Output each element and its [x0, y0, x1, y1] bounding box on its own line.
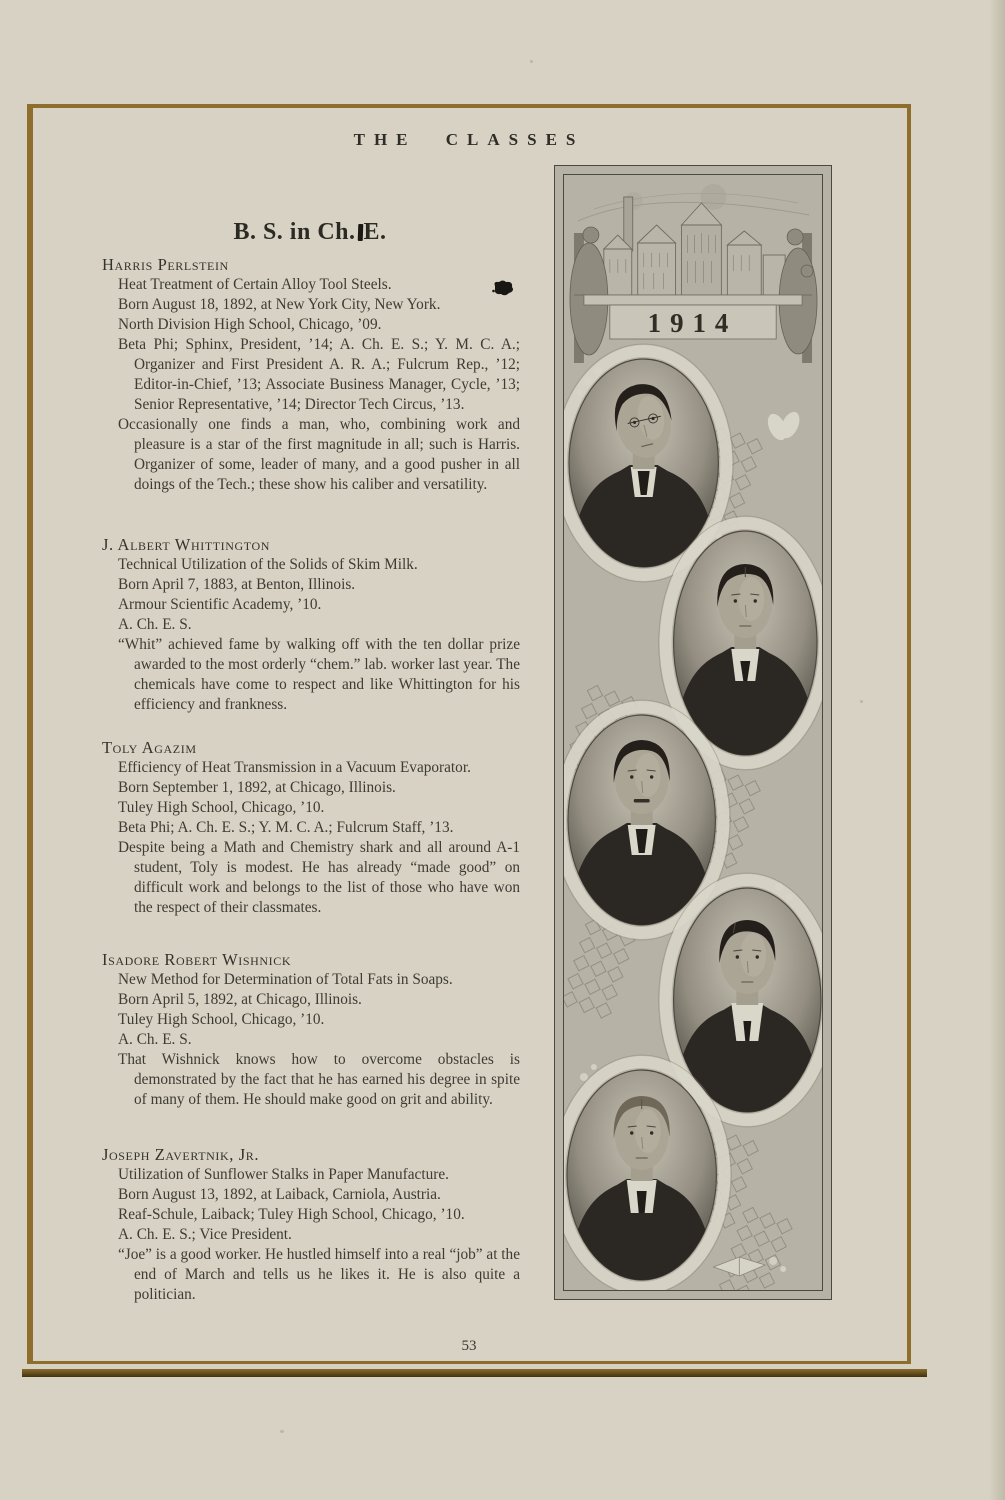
photo-panel-inner-border [563, 174, 823, 1291]
student-name: Isadore Robert Wishnick [102, 950, 292, 969]
description: Despite being a Math and Chemistry shark and all around A-1 student, Toly is modest. He has already “made good” on difficult work and belongs to the list of those who have won the respect of their classmates. [118, 839, 520, 916]
school-line: Tuley High School, Chicago, ’10. [118, 799, 325, 816]
page-number: 53 [461, 1338, 477, 1354]
entry-isadore-robert-wishnick [102, 950, 520, 1110]
description: “Joe” is a good worker. He hustled himself into a real “job” at the end of March and tells us he likes it. He is also quite a politician. [118, 1246, 520, 1303]
student-name: J. Albert Whittington [102, 535, 271, 554]
paper-speck [530, 60, 533, 63]
thesis-title: Technical Utilization of the Solids of Skim Milk. [118, 556, 418, 573]
running-header: THE CLASSES [353, 130, 585, 149]
description: Occasionally one finds a man, who, combining work and pleasure is a star of the first magnitude in all; such is Harris. Organizer of some, leader of many, and a good pusher in all doings of the Tech.; these show his caliber and versatility. [118, 416, 520, 493]
activities-line: Beta Phi; Sphinx, President, ’14; A. Ch. E. S.; Y. M. C. A.; Organizer and First President A. R. A.; Fulcrum Rep., ’12; Editor-in-Chief, ’13; Associate Business Manager, Cycle, ’13; Senior Representative, ’14; Director Tech Circus, ’13. [118, 336, 520, 413]
section-title-suffix: E. [363, 219, 387, 245]
photo-panel-artwork [564, 175, 822, 1290]
student-name: Joseph Zavertnik, Jr. [102, 1145, 260, 1164]
activities-line: Beta Phi; A. Ch. E. S.; Y. M. C. A.; Fulcrum Staff, ’13. [118, 819, 454, 836]
class-photo-panel [554, 165, 832, 1300]
portrait-photo-2 [659, 516, 822, 770]
school-line: Reaf-Schule, Laiback; Tuley High School, Chicago, ’10. [118, 1206, 465, 1223]
birth-line: Born September 1, 1892, at Chicago, Illinois. [118, 779, 396, 796]
activities-line: A. Ch. E. S. [118, 616, 192, 633]
description: That Wishnick knows how to overcome obstacles is demonstrated by the fact that he has earned his degree in spite of many of them. He should make good on grit and ability. [118, 1051, 520, 1108]
ink-blot [357, 224, 363, 241]
entry-toly-agazim [102, 738, 520, 918]
birth-line: Born April 5, 1892, at Chicago, Illinois. [118, 991, 362, 1008]
school-line: Tuley High School, Chicago, ’10. [118, 1011, 325, 1028]
activities-line: A. Ch. E. S. [118, 1031, 192, 1048]
portrait-photo-1 [564, 344, 733, 582]
student-name: Harris Perlstein [102, 255, 229, 274]
student-name: Toly Agazim [102, 738, 197, 757]
thesis-title: New Method for Determination of Total Fats in Soaps. [118, 971, 453, 988]
school-line: North Division High School, Chicago, ’09. [118, 316, 382, 333]
birth-line: Born April 7, 1883, at Benton, Illinois. [118, 576, 356, 593]
thesis-title: Efficiency of Heat Transmission in a Vacuum Evaporator. [118, 759, 471, 776]
paper-speck [280, 1430, 284, 1433]
thesis-title: Utilization of Sunflower Stalks in Paper Manufacture. [118, 1166, 449, 1183]
year-banner: 1914 [647, 307, 738, 339]
thesis-title: Heat Treatment of Certain Alloy Tool Steels. [118, 276, 392, 293]
ink-blot [492, 279, 516, 299]
paper-speck [860, 700, 863, 703]
description: “Whit” achieved fame by walking off with the ten dollar prize awarded to the most orderly “chem.” lab. worker last year. The chemicals have come to respect and like Whittington for his efficiency and frankness. [118, 636, 520, 713]
page-edge-gilt-bar [22, 1369, 927, 1377]
birth-line: Born August 13, 1892, at Laiback, Carniola, Austria. [118, 1186, 441, 1203]
activities-line: A. Ch. E. S.; Vice President. [118, 1226, 292, 1243]
section-title-prefix: B. S. in Ch. [233, 219, 356, 245]
entry-harris-perlstein [102, 255, 520, 495]
entry-j-albert-whittington [102, 535, 520, 715]
birth-line: Born August 18, 1892, at New York City, New York. [118, 296, 441, 313]
entry-joseph-zavertnik-jr [102, 1145, 520, 1305]
school-line: Armour Scientific Academy, ’10. [118, 596, 322, 613]
section-title [102, 219, 518, 246]
